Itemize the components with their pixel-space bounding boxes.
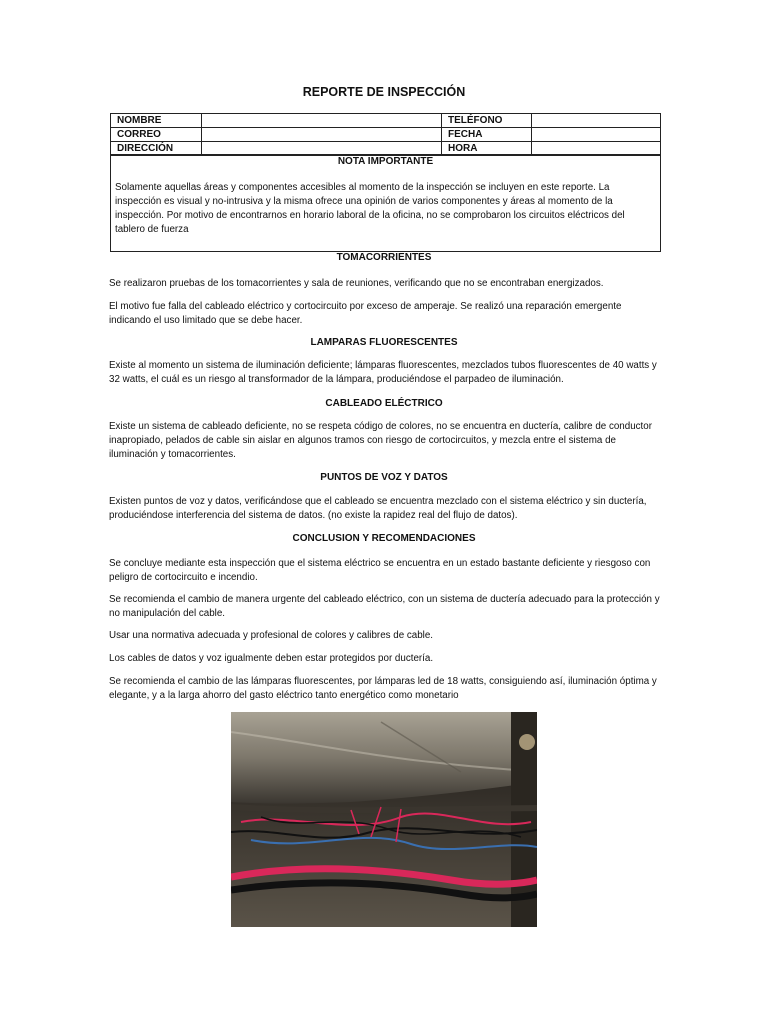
note-title: NOTA IMPORTANTE bbox=[337, 156, 434, 167]
fecha-label: FECHA bbox=[442, 128, 532, 142]
paragraph: Se realizaron pruebas de los tomacorrientes y sala de reuniones, verificando que no se encontraban energizados. bbox=[109, 278, 604, 289]
paragraph: Los cables de datos y voz igualmente deben estar protegidos por ductería. bbox=[109, 653, 434, 664]
note-text: Solamente aquellas áreas y componentes accesibles al momento de la inspección se incluyen en este reporte. La inspección es visual y no-intrusiva y la misma ofrece una opinión de varios componentes y áreas al momento de la inspección. Por motivo de encontrarnos en horario laboral de la oficina, no se comprobaron los circuitos eléctricos del tablero de fuerza bbox=[115, 182, 625, 235]
info-table bbox=[110, 113, 661, 156]
report-title: REPORTE DE INSPECCIÓN bbox=[302, 85, 466, 99]
heading-voz-datos: PUNTOS DE VOZ Y DATOS bbox=[320, 472, 448, 483]
wiring-photo bbox=[231, 712, 537, 927]
note-box bbox=[110, 154, 661, 252]
nombre-field[interactable] bbox=[202, 114, 442, 128]
correo-field[interactable] bbox=[202, 128, 442, 142]
telefono-label: TELÉFONO bbox=[442, 114, 532, 128]
paragraph: Existen puntos de voz y datos, verificándose que el cableado se encuentra mezclado con el sistema eléctrico y sin ductería, produciéndose interferencia del sistema de datos. (no existe la rapidez real del flujo de datos). bbox=[109, 496, 647, 521]
nombre-label: NOMBRE bbox=[111, 114, 202, 128]
fecha-field[interactable] bbox=[532, 128, 661, 142]
paragraph: Se recomienda el cambio de manera urgente del cableado eléctrico, con un sistema de ductería adecuado para la protección y no manipulación del cable. bbox=[109, 594, 660, 619]
direccion-label: DIRECCIÓN bbox=[111, 142, 202, 156]
paragraph: Se concluye mediante esta inspección que el sistema eléctrico se encuentra en un estado bastante deficiente y riesgoso con peligro de cortocircuito e incendio. bbox=[109, 558, 651, 583]
heading-cableado: CABLEADO ELÉCTRICO bbox=[325, 398, 443, 409]
hora-label: HORA bbox=[442, 142, 532, 156]
table-row bbox=[111, 114, 661, 128]
heading-conclusion: CONCLUSION Y RECOMENDACIONES bbox=[292, 533, 476, 544]
paragraph: Usar una normativa adecuada y profesional de colores y calibres de cable. bbox=[109, 630, 434, 641]
table-row bbox=[111, 128, 661, 142]
paragraph: El motivo fue falla del cableado eléctrico y cortocircuito por exceso de amperaje. Se realizó una reparación emergente indicando el uso limitado que se debe hacer. bbox=[109, 301, 622, 326]
heading-lamparas: LAMPARAS FLUORESCENTES bbox=[310, 337, 458, 348]
paragraph: Existe un sistema de cableado deficiente, no se respeta código de colores, no se encuentra en ductería, calibre de conductor inapropiado, pelados de cable sin aislar en algunos tramos con riesgo de cortocircuitos, y mezcla entre el sistema de iluminación y tomacorrientes. bbox=[109, 421, 652, 460]
correo-label: CORREO bbox=[111, 128, 202, 142]
paragraph: Existe al momento un sistema de iluminación deficiente; lámparas fluorescentes, mezclados tubos fluorescentes de 40 watts y 32 watts, el cuál es un riesgo al transformador de la lámpara, produciéndose el parpadeo de iluminación. bbox=[109, 360, 657, 385]
paragraph: Se recomienda el cambio de las lámparas fluorescentes, por lámparas led de 18 watts, consiguiendo así, iluminación óptima y elegante, y a la larga ahorro del gasto eléctrico tanto energético como monetario bbox=[109, 676, 657, 701]
heading-tomacorrientes: TOMACORRIENTES bbox=[336, 252, 432, 263]
telefono-field[interactable] bbox=[532, 114, 661, 128]
